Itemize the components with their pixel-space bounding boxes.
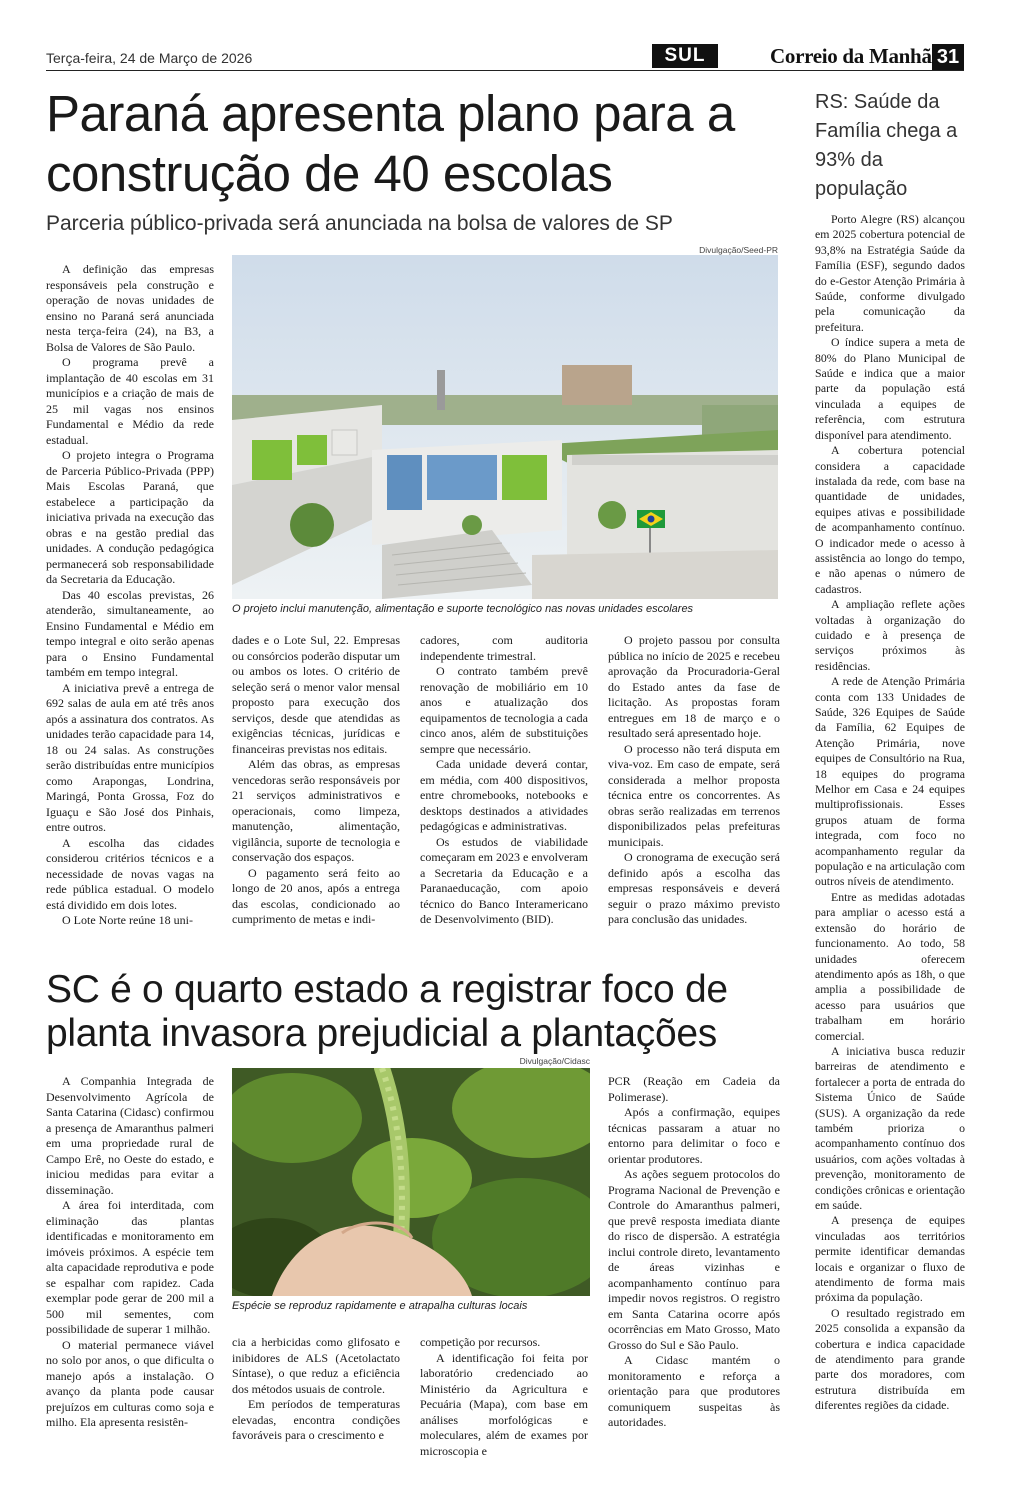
sidebar-paragraph: A ampliação reflete ações voltadas à organização do cuidado e à presença de serviços próximos às residências. [815, 597, 965, 673]
article1-paragraph: A definição das empresas responsáveis pela construção e operação de novas unidades de ensino no Paraná será anunciada nesta terça-feira (24), na B3, a Bolsa de Valores de São Paulo. [46, 262, 214, 354]
article1-column-2 [232, 633, 400, 928]
article1-paragraph: O pagamento será feito ao longo de 20 anos, após a entrega das escolas, condicionado ao cumprimento de metas e indi- [232, 865, 400, 926]
article2-photo-plant [232, 1068, 590, 1296]
sidebar-paragraph: O índice supera a meta de 80% do Plano Municipal de Saúde e indica que a maior parte da população está vinculada a equipes de referência, com estrutura disponível para atendimento. [815, 335, 965, 442]
article1-paragraph: Das 40 escolas previstas, 26 atenderão, simultaneamente, ao Ensino Fundamental e Médio em tempo integral e oito serão apenas para o Ensino Fundamental também em tempo integral. [46, 587, 214, 679]
article1-column-1 [46, 262, 214, 929]
article1-paragraph: O projeto integra o Programa de Parceria Público-Privada (PPP) Mais Escolas Paraná, que estabelece a participação da iniciativa privada na execução das obras e na gestão predial das unidades. A condução pedagógica permanecerá sob responsabilidade da Secretaria da Educação. [46, 448, 214, 586]
article1-paragraph: Cada unidade deverá contar, em média, com 400 dispositivos, entre chromebooks, notebooks e desktops destinados a atividades pedagógicas e administrativas. [420, 757, 588, 833]
article1-paragraph: O contrato também prevê renovação de mobiliário em 10 anos e atualização dos equipamentos de tecnologia a cada cinco anos, além de substituições sempre que necessário. [420, 664, 588, 756]
article1-photo-school-rendering [232, 255, 778, 599]
sidebar-column [815, 212, 965, 1414]
article2-photo-caption: Espécie se reproduz rapidamente e atrapalha culturas locais [232, 1300, 528, 1312]
school-rendering-image [232, 255, 778, 599]
article2-paragraph: cia a herbicidas como glifosato e inibidores de ALS (Acetolactato Síntase), o que reduz a eficiência dos métodos usuais de controle. [232, 1335, 400, 1396]
article1-column-4 [608, 633, 780, 928]
article2-paragraph: As ações seguem protocolos do Programa Nacional de Prevenção e Controle do Amaranthus palmeri, que prevê resposta imediata diante do risco de dispersão. A estratégia inclui controle direto, levantamento de áreas vizinhas e acompanhamento contínuo para impedir novos registros. O registro em Santa Catarina ocorre após ocorrências em Mato Grosso, Mato Grosso do Sul e São Paulo. [608, 1167, 780, 1352]
amaranthus-plant-image [232, 1068, 590, 1296]
article1-paragraph: A escolha das cidades considerou critérios técnicos e a necessidade de novas vagas na rede pública estadual. O modelo está dividido em dois lotes. [46, 835, 214, 912]
article2-paragraph: Em períodos de temperaturas elevadas, encontra condições favoráveis para o crescimento e [232, 1397, 400, 1442]
article2-paragraph: O material permanece viável no solo por anos, o que dificulta o manejo após a instalação. O avanço da planta pode causar prejuízos em culturas como soja e milho. Ela apresenta resistên- [46, 1337, 214, 1429]
article1-paragraph: dades e o Lote Sul, 22. Empresas ou consórcios poderão disputar um ou ambos os lotes. O critério de seleção será o menor valor mensal proposto para execução dos serviços, desde que atendidas as exigências técnicas, jurídicas e financeiras previstas nos editais. [232, 633, 400, 756]
article1-headline: Paraná apresenta plano para a construção de 40 escolas [46, 85, 735, 202]
article1-column-3 [420, 633, 588, 928]
article2-photo-credit: Divulgação/Cidasc [519, 1056, 590, 1066]
article1-subheadline: Parceria público-privada será anunciada na bolsa de valores de SP [46, 212, 673, 235]
article1-paragraph: Além das obras, as empresas vencedoras serão responsáveis por 21 serviços administrativos e operacionais, como limpeza, manutenção, alimentação, vigilância, suporte de tecnologia e conservação dos espaços. [232, 757, 400, 864]
article1-paragraph: O Lote Norte reúne 18 uni- [62, 913, 193, 927]
sidebar-headline: RS: Saúde da Família chega a 93% da população [815, 91, 958, 200]
article1-paragraph: O projeto passou por consulta pública no início de 2025 e recebeu aprovação da Procuradoria-Geral do Estado antes da fase de licitação. As propostas foram entregues em 18 de março e o resultado será apresentado hoje. [608, 633, 780, 740]
article2-paragraph: competição por recursos. [420, 1335, 541, 1349]
article2-paragraph: A Companhia Integrada de Desenvolvimento Agrícola de Santa Catarina (Cidasc) confirmou a presença de Amaranthus palmeri em uma propriedade rural de Campo Erê, no Oeste do estado, e iniciou medidas para evitar a disseminação. [46, 1074, 214, 1197]
article1-paragraph: O cronograma de execução será definido após a escolha das empresas responsáveis e deverá seguir o prazo máximo previsto para conclusão das unidades. [608, 850, 780, 926]
sidebar-paragraph: Porto Alegre (RS) alcançou em 2025 cobertura potencial de 93,8% na Estratégia Saúde da Família (ESF), segundo dados do e-Gestor Atenção Primária à Saúde, conforme divulgado pela comunicação da prefeitura. [815, 212, 965, 334]
article2-paragraph: A identificação foi feita por laboratório credenciado ao Ministério da Agricultura e Pecuária (Mapa), com base em análises morfológicas e moleculares, além de exames por microscopia e [420, 1350, 588, 1458]
article1-photo-caption: O projeto inclui manutenção, alimentação e suporte tecnológico nas novas unidades escolares [232, 603, 694, 615]
article2-paragraph: A área foi interditada, com eliminação das plantas identificadas e monitoramento em imóveis próximos. A espécie tem alta capacidade reprodutiva e pode se espalhar com rapidez. Cada exemplar pode gerar de 200 mil a 500 mil sementes, com possibilidade de superar 1 milhão. [46, 1198, 214, 1336]
article1-paragraph: cadores, com auditoria independente trimestral. [420, 633, 588, 663]
sidebar-paragraph: Entre as medidas adotadas para ampliar o acesso está a extensão do horário de funcionamento. Ao todo, 58 unidades oferecem atendimento após as 18h, o que amplia a possibilidade de acesso para usuários que trabalham em horário comercial. [815, 889, 965, 1043]
article2-column-3 [420, 1335, 588, 1459]
article1-paragraph: O programa prevê a implantação de 40 escolas em 31 municípios e a criação de mais de 25 mil vagas nos ensinos Fundamental e Médio da rede estadual. [46, 355, 214, 447]
header-rule [46, 70, 964, 71]
article2-column-4 [608, 1074, 780, 1431]
article2-paragraph: A Cidasc mantém o monitoramento e reforça a orientação para que produtores comuniquem suspeitas às autoridades. [608, 1353, 780, 1429]
section-tag: SUL [652, 44, 718, 68]
article1-photo-credit: Divulgação/Seed-PR [699, 245, 778, 255]
sidebar-paragraph: A presença de equipes vinculadas aos territórios permite identificar demandas locais e organizar o fluxo de atendimento de forma mais próxima da população. [815, 1213, 965, 1305]
article1-paragraph: Os estudos de viabilidade começaram em 2023 e envolveram a Secretaria da Educação e a Paranaeducação, com apoio técnico do Banco Interamericano de Desenvolvimento (BID). [420, 834, 588, 926]
sidebar-paragraph: A cobertura potencial considera a capacidade instalada da rede, com base na quantidade de unidades, equipes ativas e possibilidade de acompanhamento contínuo. O indicador mede o acesso à assistência ao longo do tempo, e não apenas o número de cadastros. [815, 443, 965, 596]
sidebar-paragraph: O resultado registrado em 2025 consolida a expansão da cobertura e indica capacidade de atendimento para grande parte dos moradores, com estrutura distribuída em diferentes regiões da cidade. [815, 1305, 965, 1413]
sidebar-paragraph: A rede de Atenção Primária conta com 133 Unidades de Saúde, 326 Equipes de Saúde da Família, 62 Equipes de Atenção Primária, nove equipes de Consultório na Rua, 18 equipes do programa Melhor em Casa e 24 equipes multiprofissionais. Esses grupos atuam de forma integrada, com foco no acompanhamento regular da população e na articulação com outros níveis de atendimento. [815, 674, 965, 889]
article2-paragraph: PCR (Reação em Cadeia da Polimerase). [608, 1074, 780, 1104]
page-number: 31 [932, 44, 964, 70]
newspaper-name: Correio da Manhã [770, 44, 932, 68]
article1-paragraph: A iniciativa prevê a entrega de 692 salas de aula em até três anos após a assinatura dos contratos. As unidades terão capacidade para 14, 18 ou 24 salas. As construções serão distribuídas entre municípios como Arapongas, Londrina, Maringá, Ponta Grossa, Foz do Iguaçu e São José dos Pinhais, entre outros. [46, 680, 214, 834]
article2-column-2 [232, 1335, 400, 1444]
article2-paragraph: Após a confirmação, equipes técnicas passaram a atuar no entorno para delimitar o foco e orientar produtores. [608, 1105, 780, 1166]
sidebar-paragraph: A iniciativa busca reduzir barreiras de atendimento e fortalecer a porta de entrada do Sistema Único de Saúde (SUS). A organização da rede também prioriza o acompanhamento contínuo dos usuários, com ações voltadas à prevenção, monitoramento de condições crônicas e orientação em saúde. [815, 1043, 965, 1212]
article2-headline: SC é o quarto estado a registrar foco de planta invasora prejudicial a plantações [46, 968, 728, 1055]
edition-date: Terça-feira, 24 de Março de 2026 [46, 50, 253, 66]
article1-paragraph: O processo não terá disputa em viva-voz. Em caso de empate, será considerada a melhor proposta técnica entre os concorrentes. As obras serão realizadas em terrenos disponibilizados pelas prefeituras municipais. [608, 741, 780, 849]
article2-column-1 [46, 1074, 214, 1431]
